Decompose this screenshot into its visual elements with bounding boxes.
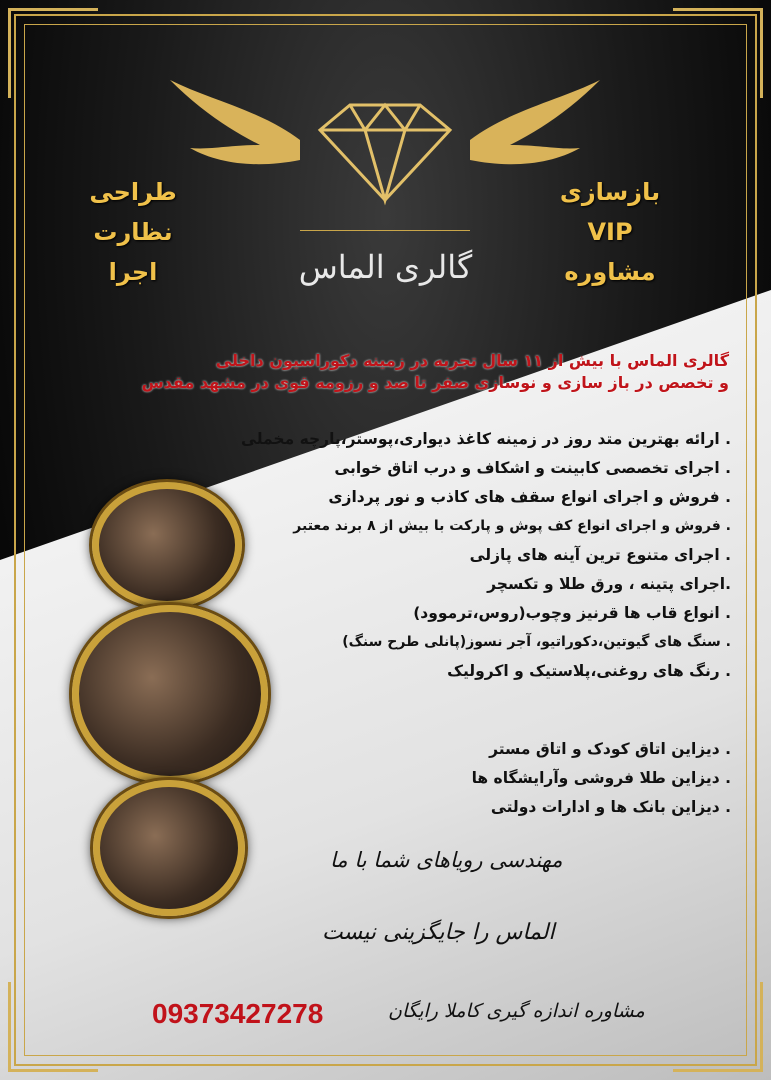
list-item: . فروش و اجرای انواع کف پوش و پارکت با بیش از ۸ برند معتبر: [293, 518, 731, 534]
list-item: . دیزاین اتاق کودک و اتاق مستر: [489, 740, 731, 758]
service-label: VIP: [587, 218, 633, 246]
list-item: . فروش و اجرای انواع سقف های کاذب و نور پردازی: [328, 488, 731, 506]
list-item: . ارائه بهترین متد روز در زمینه کاغذ دیواری،پوستر،پارچه مخملی: [241, 430, 731, 448]
list-item: . اجرای تخصصی کابینت و اشکاف و درب اتاق خوابی: [334, 459, 731, 477]
phone-number[interactable]: 09373427278: [152, 998, 324, 1029]
interior-photo-1: [92, 482, 242, 608]
intro-text: [49, 350, 729, 394]
list-item: . انواع قاب ها قرنیز وچوب(روس،ترموود): [413, 604, 731, 622]
list-item: . رنگ های روغنی،پلاستیک و اکرولیک: [447, 662, 731, 680]
slogan-line: الماس را جایگزینی نیست: [322, 920, 555, 945]
services-list: [241, 425, 731, 686]
right-services: [545, 172, 675, 292]
interior-photo-2: [72, 605, 268, 783]
list-item: . دیزاین طلا فروشی وآرایشگاه ها: [471, 769, 731, 787]
list-item: . دیزاین بانک ها و ادارات دولتی: [490, 798, 731, 816]
left-services: [78, 172, 188, 292]
service-label: اجرا: [108, 258, 158, 286]
list-item: . اجرای متنوع ترین آینه های پازلی: [469, 546, 731, 564]
brand-name: گالری الماس: [298, 248, 473, 286]
corner-ornament: [673, 8, 763, 98]
service-label: نظارت: [93, 218, 173, 246]
designs-list: [472, 735, 731, 822]
list-item: .اجرای پتینه ، ورق طلا و تکسچر: [487, 575, 731, 593]
slogan-line: مهندسی رویاهای شما با ما: [330, 848, 563, 872]
free-consultation-text: مشاوره اندازه گیری کاملا رایگان: [388, 1000, 645, 1022]
corner-ornament: [673, 982, 763, 1072]
service-label: بازسازی: [559, 178, 661, 206]
service-label: طراحی: [89, 178, 177, 206]
list-item: . سنگ های گیوتین،دکوراتیو، آجر نسوز(پانلی طرح سنگ): [342, 634, 731, 650]
corner-ornament: [8, 8, 98, 98]
service-label: مشاوره: [564, 258, 656, 286]
divider-line: [300, 230, 470, 231]
intro-line: و تخصص در باز سازی و نوسازی صفر تا صد و رزومه قوی در مشهد مقدس: [141, 373, 729, 392]
intro-line: گالری الماس با بیش از ۱۱ سال تجربه در زمینه دکوراسیون داخلی: [215, 351, 729, 370]
interior-photo-3: [93, 780, 245, 916]
diamond-wings-logo: [170, 50, 600, 210]
corner-ornament: [8, 982, 98, 1072]
